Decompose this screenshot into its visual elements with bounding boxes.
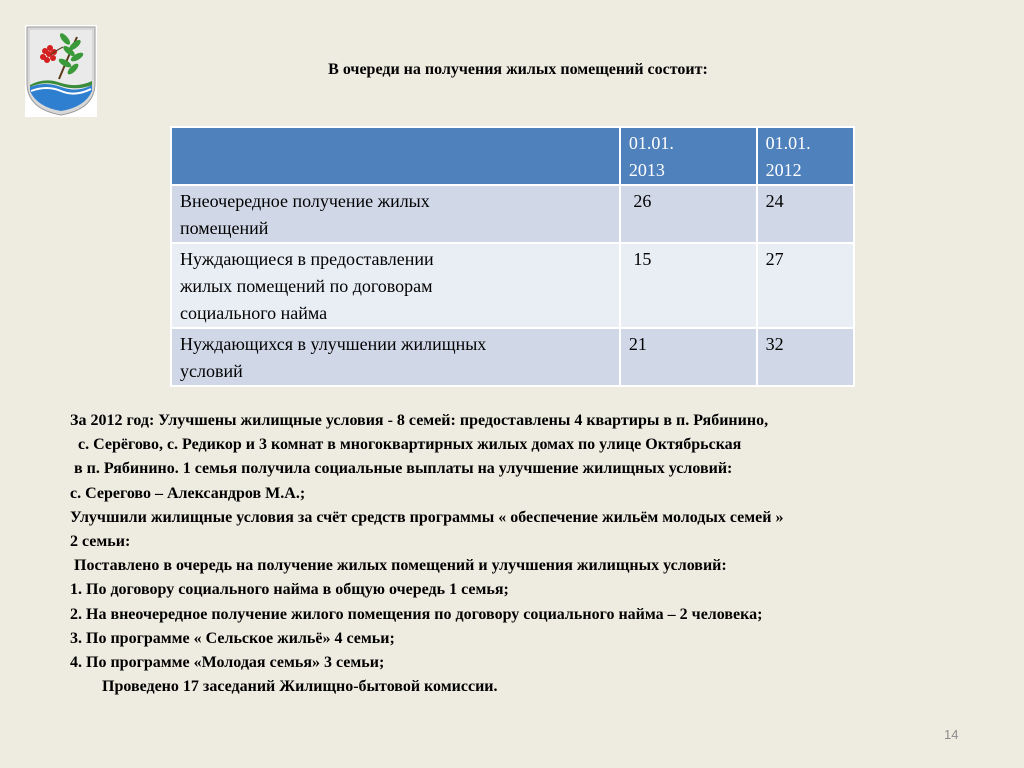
row-value-2013: 21 [620, 328, 757, 386]
summary-line: с. Серёгово, с. Редикор и 3 комнат в многоквартирных жилых домах по улице Октябрьская [70, 436, 742, 454]
row-label: Нуждающиеся в предоставлении жилых помещений по договорам социального найма [171, 243, 620, 328]
row-value-2012: 27 [757, 243, 854, 328]
summary-line: Проведено 17 заседаний Жилищно-бытовой комиссии. [70, 678, 498, 696]
summary-line: Улучшили жилищные условия за счёт средств программы « обеспечение жильём молодых семей » [70, 508, 784, 526]
header-2013: 01.01. 2013 [620, 127, 757, 185]
header-label-cell [171, 127, 620, 185]
row-value-2013: 26 [620, 185, 757, 243]
table-row [171, 328, 854, 386]
row-label: Внеочередное получение жилых помещений [171, 185, 620, 243]
summary-line: 1. По договору социального найма в общую очередь 1 семья; [70, 581, 509, 599]
summary-line: с. Серегово – Александров М.А.; [70, 484, 306, 502]
summary-line: За 2012 год: Улучшены жилищные условия - 8 семей: предоставлены 4 квартиры в п. Рябинино, [70, 412, 769, 429]
table-header-row [171, 127, 854, 185]
page-number: 14 [944, 727, 959, 742]
summary-text [70, 409, 1010, 699]
header-2012: 01.01. 2012 [757, 127, 854, 185]
housing-queue-table [170, 126, 855, 387]
summary-line: 4. По программе «Молодая семья» 3 семьи; [70, 654, 385, 672]
summary-line: Поставлено в очередь на получение жилых помещений и улучшения жилищных условий: [70, 557, 727, 575]
summary-line: 2 семьи: [70, 533, 131, 551]
summary-line: 3. По программе « Сельское жильё» 4 семьи; [70, 629, 395, 647]
table-row [171, 243, 854, 328]
row-value-2013: 15 [620, 243, 757, 328]
summary-line: 2. На внеочередное получение жилого помещения по договору социального найма – 2 человека; [70, 605, 763, 623]
row-value-2012: 24 [757, 185, 854, 243]
row-label: Нуждающихся в улучшении жилищных условий [171, 328, 620, 386]
summary-line: в п. Рябинино. 1 семья получила социальные выплаты на улучшение жилищных условий: [70, 460, 733, 478]
row-value-2012: 32 [757, 328, 854, 386]
table-row [171, 185, 854, 243]
slide-title: В очереди на получения жилых помещений состоит: [328, 61, 708, 78]
